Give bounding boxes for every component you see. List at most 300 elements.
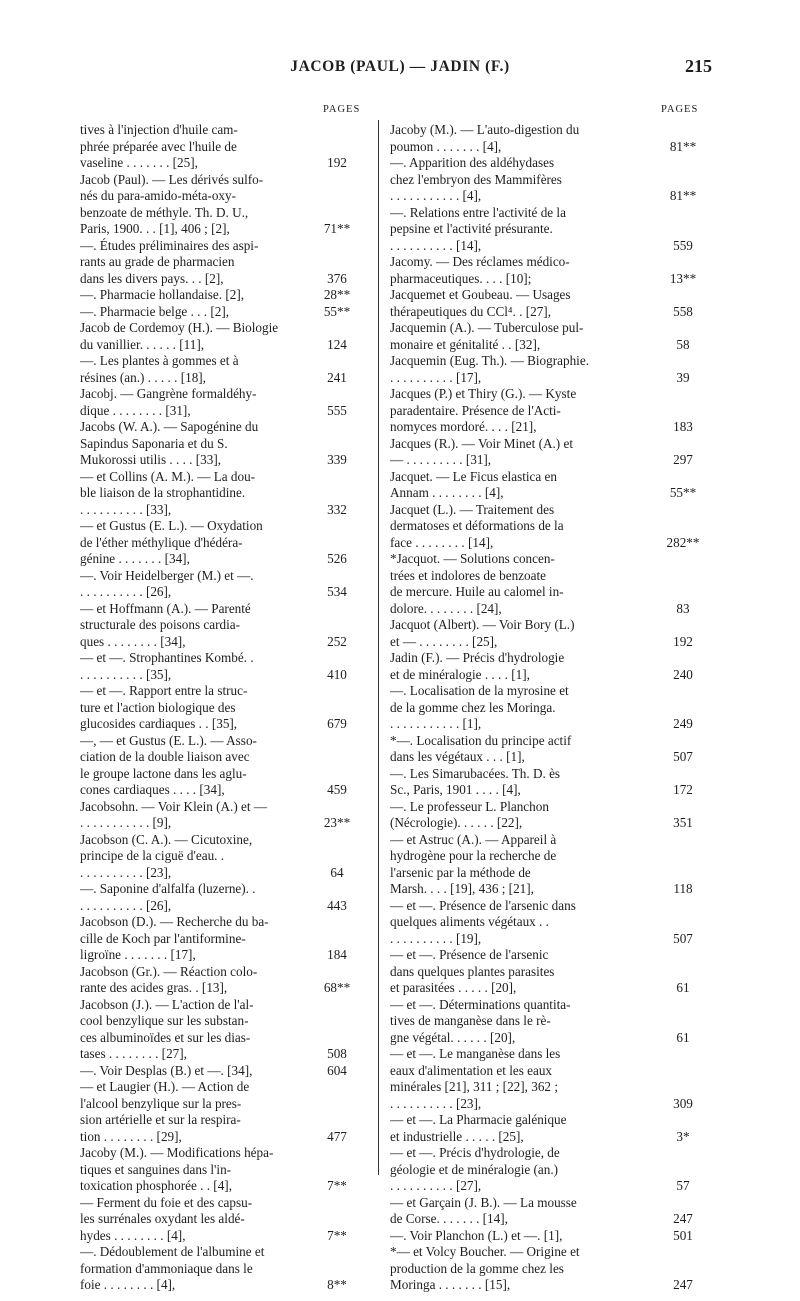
index-page-ref [308,1013,366,1030]
index-page-ref [652,700,714,717]
index-page-ref: 339 [327,452,347,467]
index-entry-text: dolore. . . . . . . . [24], [390,600,502,616]
index-page-ref: 68** [323,980,351,995]
index-page-ref [652,1244,714,1261]
index-entry-text: phrée préparée avec l'huile de [80,138,237,154]
index-line [390,617,714,634]
index-line [390,221,714,238]
index-page-ref: 410 [327,666,347,682]
index-line [80,287,366,304]
index-page-ref [652,898,714,915]
index-line [390,485,714,502]
index-entry-text: — et —. Strophantines Kombé. . [80,650,254,665]
index-line [80,650,366,667]
index-line [80,304,366,321]
index-page-ref: 7** [327,1178,347,1193]
page-header [0,56,800,84]
index-entry-text: —. Le professeur L. Planchon [390,798,549,814]
index-page-ref: 8** [327,1277,347,1292]
index-entry-text: — . . . . . . . . . [31], [390,452,492,467]
index-page-ref [308,535,366,552]
index-line [80,1046,366,1063]
index-entry-text: —. Saponine d'alfalfa (luzerne). . [80,881,256,896]
index-line [80,980,366,997]
index-page-ref [308,518,366,535]
index-entry-text: . . . . . . . . . . [14], [390,237,482,253]
index-line [390,1096,714,1113]
index-page-ref [308,617,366,634]
index-entry-text: dique . . . . . . . . [31], [80,402,191,418]
index-line [390,865,714,882]
index-entry-text: du vanillier. . . . . . [11], [80,336,205,352]
index-page-ref: 297 [673,452,693,467]
index-entry-text: dans quelques plantes parasites [390,963,555,979]
index-entry-text: Jacomy. — Des réclames médico- [390,254,570,269]
index-line [390,947,714,964]
index-entry-text: Jacquet. — Le Ficus elastica en [390,468,557,484]
index-page-ref [652,832,714,849]
index-page-ref [308,1145,366,1162]
index-line [390,881,714,898]
index-entry-text: Jacobson (J.). — L'action de l'al- [80,996,254,1012]
index-entry-text: ciation de la double liaison avec [80,749,250,764]
index-page-ref: 7** [327,1227,347,1243]
index-page-ref [308,1211,366,1228]
index-line [390,386,714,403]
index-page-ref [652,1063,714,1080]
index-line [390,403,714,420]
index-line [80,667,366,684]
index-entry-text: Mukorossi utilis . . . . [33], [80,452,222,467]
index-line [80,799,366,816]
index-line [80,700,366,717]
index-page-ref [652,1195,714,1212]
index-entry-text: —. Pharmacie hollandaise. [2], [80,287,245,302]
index-entry-text: — et Astruc (A.). — Appareil à [390,831,557,847]
index-entry-text: de la gomme chez les Moringa. [390,699,556,715]
index-page-ref: 39 [676,369,690,385]
index-line [80,782,366,799]
index-entry-text: principe de la ciguë d'eau. . [80,848,225,863]
index-line [80,1013,366,1030]
index-line [390,914,714,931]
index-entry-text: résines (an.) . . . . . [18], [80,369,206,385]
index-page-ref [652,221,714,238]
index-line [80,733,366,750]
index-line [390,469,714,486]
index-page-ref: 249 [673,716,693,731]
index-entry-text: benzoate de méthyle. Th. D. U., [80,204,249,220]
index-line [390,452,714,469]
index-page-ref [308,601,366,618]
index-page-ref [308,436,366,453]
index-page-ref: 247 [673,1277,693,1292]
index-entry-text: Jacob de Cordemoy (H.). — Biologie [80,320,279,335]
index-page-ref: 28** [323,287,351,302]
index-line [80,766,366,783]
index-line [80,1112,366,1129]
index-entry-text: . . . . . . . . . . [27], [390,1178,482,1193]
index-page-ref: 247 [673,1211,693,1226]
index-page-ref [652,403,714,420]
index-page-ref [652,205,714,222]
index-page-ref [308,205,366,222]
index-entry-text: —. Les Simarubacées. Th. D. ès [390,765,561,781]
index-entry-text: Jacques (R.). — Voir Minet (A.) et [390,435,574,451]
index-page-ref [652,799,714,816]
index-line [80,139,366,156]
index-page-ref [652,914,714,931]
index-page-ref: 507 [673,930,693,946]
index-page-ref [308,733,366,750]
index-line [80,155,366,172]
index-line [80,815,366,832]
index-line [80,865,366,882]
index-page-ref [308,997,366,1014]
index-entry-text: *— et Volcy Boucher. — Origine et [390,1244,580,1259]
index-line [80,271,366,288]
index-page-ref: 13** [669,270,697,286]
index-entry-text: sion artérielle et sur la respira- [80,1112,241,1127]
index-page-ref [308,700,366,717]
index-line [390,188,714,205]
index-line [80,535,366,552]
index-entry-text: le groupe lactone dans les aglu- [80,765,247,781]
index-line [80,452,366,469]
index-line [390,535,714,552]
index-line [80,716,366,733]
index-line [390,172,714,189]
index-entry-text: . . . . . . . . . . . [9], [80,815,172,830]
index-page-ref [652,155,714,172]
index-page-ref: 61 [676,980,690,995]
index-entry-text: et — . . . . . . . . [25], [390,633,498,649]
index-entry-text: trées et indolores de benzoate [390,567,546,583]
index-entry-text: nés du para-amido-méta-oxy- [80,188,236,203]
index-page-ref [308,766,366,783]
index-page-ref [652,353,714,370]
index-line [390,1195,714,1212]
index-entry-text: Jadin (F.). — Précis d'hydrologie [390,650,565,665]
index-page-ref [652,1112,714,1129]
index-page-ref: 526 [327,551,347,566]
index-line [80,122,366,139]
index-page-ref [308,122,366,139]
index-page-ref [308,485,366,502]
index-entry-text: gne végétal. . . . . . [20], [390,1029,516,1045]
index-page-ref: 81** [669,188,697,203]
index-entry-text: —. Voir Heidelberger (M.) et —. [80,567,254,583]
index-entry-text: pharmaceutiques. . . . [10]; [390,270,532,286]
index-line [390,997,714,1014]
index-line [390,1013,714,1030]
index-page-ref [652,964,714,981]
index-entry-text: Jacobson (D.). — Recherche du ba- [80,914,269,929]
index-page-ref [652,518,714,535]
index-line [80,617,366,634]
index-page-ref: 679 [327,716,347,731]
index-line [80,403,366,420]
index-line [80,1030,366,1047]
index-line [80,221,366,238]
index-line [80,931,366,948]
column-divider [378,120,379,1175]
index-line [390,766,714,783]
index-entry-text: l'alcool benzylique sur la pres- [80,1095,242,1111]
index-entry-text: Jacoby (M.). — Modifications hépa- [80,1145,274,1160]
index-line [80,634,366,651]
index-line [80,436,366,453]
index-page-ref [308,238,366,255]
index-line [80,964,366,981]
index-entry-text: . . . . . . . . . . [26], [80,897,172,913]
index-entry-text: tion . . . . . . . . [29], [80,1128,182,1144]
index-line [80,1145,366,1162]
index-page-ref [308,139,366,156]
index-page-ref [308,964,366,981]
index-page-ref: 252 [327,633,347,649]
index-page-ref: 81** [669,138,697,154]
index-page-ref: 64 [330,864,344,880]
index-entry-text: — et Garçain (J. B.). — La mousse [390,1194,577,1210]
index-page-ref [652,386,714,403]
index-line [390,1079,714,1096]
index-page-ref: 3* [676,1128,690,1144]
index-line [390,419,714,436]
index-page-ref [308,848,366,865]
index-line [390,518,714,535]
index-entry-text: — et —. Déterminations quantita- [390,996,571,1012]
index-page-ref [652,1145,714,1162]
index-line [390,733,714,750]
index-entry-text: dermatoses et déformations de la [390,518,564,533]
index-page-ref [308,799,366,816]
index-entry-text: —. Apparition des aldéhydases [390,155,555,170]
index-entry-text: les surrénales oxydant les aldé- [80,1211,245,1226]
index-line [80,947,366,964]
index-line [390,815,714,832]
index-line [390,436,714,453]
index-line [390,1046,714,1063]
index-entry-text: —. Voir Desplas (B.) et —. [34], [80,1062,253,1078]
index-line [390,980,714,997]
index-page-ref [652,320,714,337]
index-page-ref [308,386,366,403]
index-entry-text: et de minéralogie . . . . [1], [390,666,530,682]
index-entry-text: ble liaison de la strophantidine. [80,485,246,500]
index-page-ref [652,172,714,189]
index-line [80,898,366,915]
index-page-ref [652,650,714,667]
index-line [390,683,714,700]
index-entry-text: — et Collins (A. M.). — La dou- [80,468,256,484]
index-line [390,964,714,981]
index-line [80,749,366,766]
index-page-ref: 555 [327,402,347,418]
index-entry-text: Jacobj. — Gangrène formaldéhy- [80,386,257,401]
index-line [80,1244,366,1261]
index-page-ref [652,1162,714,1179]
index-entry-text: formation d'ammoniaque dans le [80,1260,253,1276]
index-entry-text: pepsine et l'activité présurante. [390,221,553,236]
index-page-ref: 508 [327,1046,347,1061]
page-number: 215 [685,56,712,76]
left-column [80,122,366,1294]
index-line [390,749,714,766]
index-page-ref [308,881,366,898]
index-line [80,1195,366,1212]
index-page-ref [652,1079,714,1096]
index-entry-text: chez l'embryon des Mammifères [390,171,562,187]
index-line [80,1162,366,1179]
index-entry-text: quelques aliments végétaux . . [390,914,549,929]
index-entry-text: . . . . . . . . . . [23], [80,864,172,880]
index-line [80,1211,366,1228]
index-entry-text: minérales [21], 311 ; [22], 362 ; [390,1079,558,1094]
index-page-ref: 240 [673,666,693,682]
index-line [80,320,366,337]
index-line [80,1178,366,1195]
index-page-ref [652,997,714,1014]
index-page-ref [652,1261,714,1278]
index-entry-text: et parasitées . . . . . [20], [390,980,517,995]
index-entry-text: —. Pharmacie belge . . . [2], [80,303,230,319]
index-entry-text: Annam . . . . . . . . [4], [390,485,504,500]
index-page-ref [652,287,714,304]
index-line [390,1063,714,1080]
index-entry-text: foie . . . . . . . . [4], [80,1277,176,1292]
index-line [390,370,714,387]
index-page-ref: 55** [323,303,351,319]
index-page-ref [308,749,366,766]
index-page-ref [652,683,714,700]
index-line [80,188,366,205]
index-page-ref: 118 [673,881,693,896]
index-entry-text: Jacques (P.) et Thiry (G.). — Kyste [390,386,577,401]
index-line [390,667,714,684]
index-page-ref [652,551,714,568]
index-line [390,898,714,915]
index-page-ref: 241 [327,369,347,385]
index-entry-text: rante des acides gras. . [13], [80,980,228,995]
index-page-ref [308,419,366,436]
index-line [390,1162,714,1179]
index-page-ref: 534 [327,584,347,599]
index-entry-text: vaseline . . . . . . . [25], [80,155,198,170]
index-entry-text: ture et l'action biologique des [80,699,236,715]
index-entry-text: cool benzylique sur les substan- [80,1013,249,1028]
index-line [390,254,714,271]
index-entry-text: de l'éther méthylique d'hédéra- [80,534,243,550]
right-column [390,122,714,1294]
index-page-ref [308,683,366,700]
index-page-ref: 71** [323,221,351,236]
index-line [80,205,366,222]
index-line [390,1228,714,1245]
index-line [390,502,714,519]
index-line [80,832,366,849]
index-entry-text: —. Dédoublement de l'albumine et [80,1244,265,1259]
index-page-ref [308,1096,366,1113]
index-line [80,683,366,700]
index-page-ref [308,469,366,486]
index-page-ref [308,1030,366,1047]
index-page-ref: 507 [673,749,693,764]
index-page-ref: 23** [323,815,351,830]
index-line [390,320,714,337]
index-line [80,914,366,931]
index-entry-text: — et —. Rapport entre la struc- [80,683,248,698]
index-entry-text: de Corse. . . . . . . [14], [390,1211,508,1226]
index-entry-text: dans les végétaux . . . [1], [390,749,525,764]
index-entry-text: . . . . . . . . . . [35], [80,666,172,682]
index-line [80,584,366,601]
index-line [80,386,366,403]
index-entry-text: Jacquet (L.). — Traitement des [390,501,555,517]
index-page-ref [652,436,714,453]
index-line [390,205,714,222]
index-entry-text: Sapindus Saponaria et du S. [80,435,228,451]
index-entry-text: dans les divers pays. . . [2], [80,270,224,286]
index-entry-text: — et —. Précis d'hydrologie, de [390,1145,560,1160]
index-line [390,304,714,321]
index-entry-text: nomyces mordoré. . . . [21], [390,419,537,434]
index-line [80,353,366,370]
index-entry-text: . . . . . . . . . . [33], [80,501,172,517]
index-page-ref [652,766,714,783]
index-page-ref [308,914,366,931]
index-line [390,1145,714,1162]
index-line [390,1244,714,1261]
index-line [80,485,366,502]
index-entry-text: de mercure. Huile au calomel in- [390,584,564,599]
index-page-ref [308,1195,366,1212]
index-entry-text: tases . . . . . . . . [27], [80,1046,187,1061]
index-entry-text: géologie et de minéralogie (an.) [390,1161,559,1177]
index-entry-text: et industrielle . . . . . [25], [390,1128,524,1144]
index-page-ref [652,733,714,750]
index-line [390,287,714,304]
index-line [80,518,366,535]
index-entry-text: thérapeutiques du CCl⁴. . [27], [390,303,551,319]
index-line [80,419,366,436]
index-page-ref [308,172,366,189]
index-entry-text: — et —. Présence de l'arsenic dans [390,897,576,913]
index-page-ref [652,1013,714,1030]
index-line [390,568,714,585]
index-entry-text: —. Localisation de la myrosine et [390,683,569,698]
index-line [390,337,714,354]
index-entry-text: Jacquot (Albert). — Voir Bory (L.) [390,617,575,632]
index-line [80,469,366,486]
index-line [80,1261,366,1278]
index-entry-text: Jacoby (M.). — L'auto-digestion du [390,122,580,137]
index-line [390,122,714,139]
index-entry-text: Jacquemet et Goubeau. — Usages [390,287,571,302]
index-page-ref [308,1112,366,1129]
index-entry-text: Paris, 1900. . . [1], 406 ; [2], [80,221,230,236]
index-page-ref [308,1162,366,1179]
index-entry-text: Jacobson (Gr.). — Réaction colo- [80,963,258,979]
index-line [80,1129,366,1146]
index-entry-text: (Nécrologie). . . . . . [22], [390,815,523,830]
index-page-ref: 459 [327,782,347,797]
index-entry-text: tiques et sanguines dans l'in- [80,1161,232,1177]
index-line [390,634,714,651]
index-line [390,353,714,370]
pages-column-label-left: PAGES [323,104,361,115]
index-page-ref [308,931,366,948]
